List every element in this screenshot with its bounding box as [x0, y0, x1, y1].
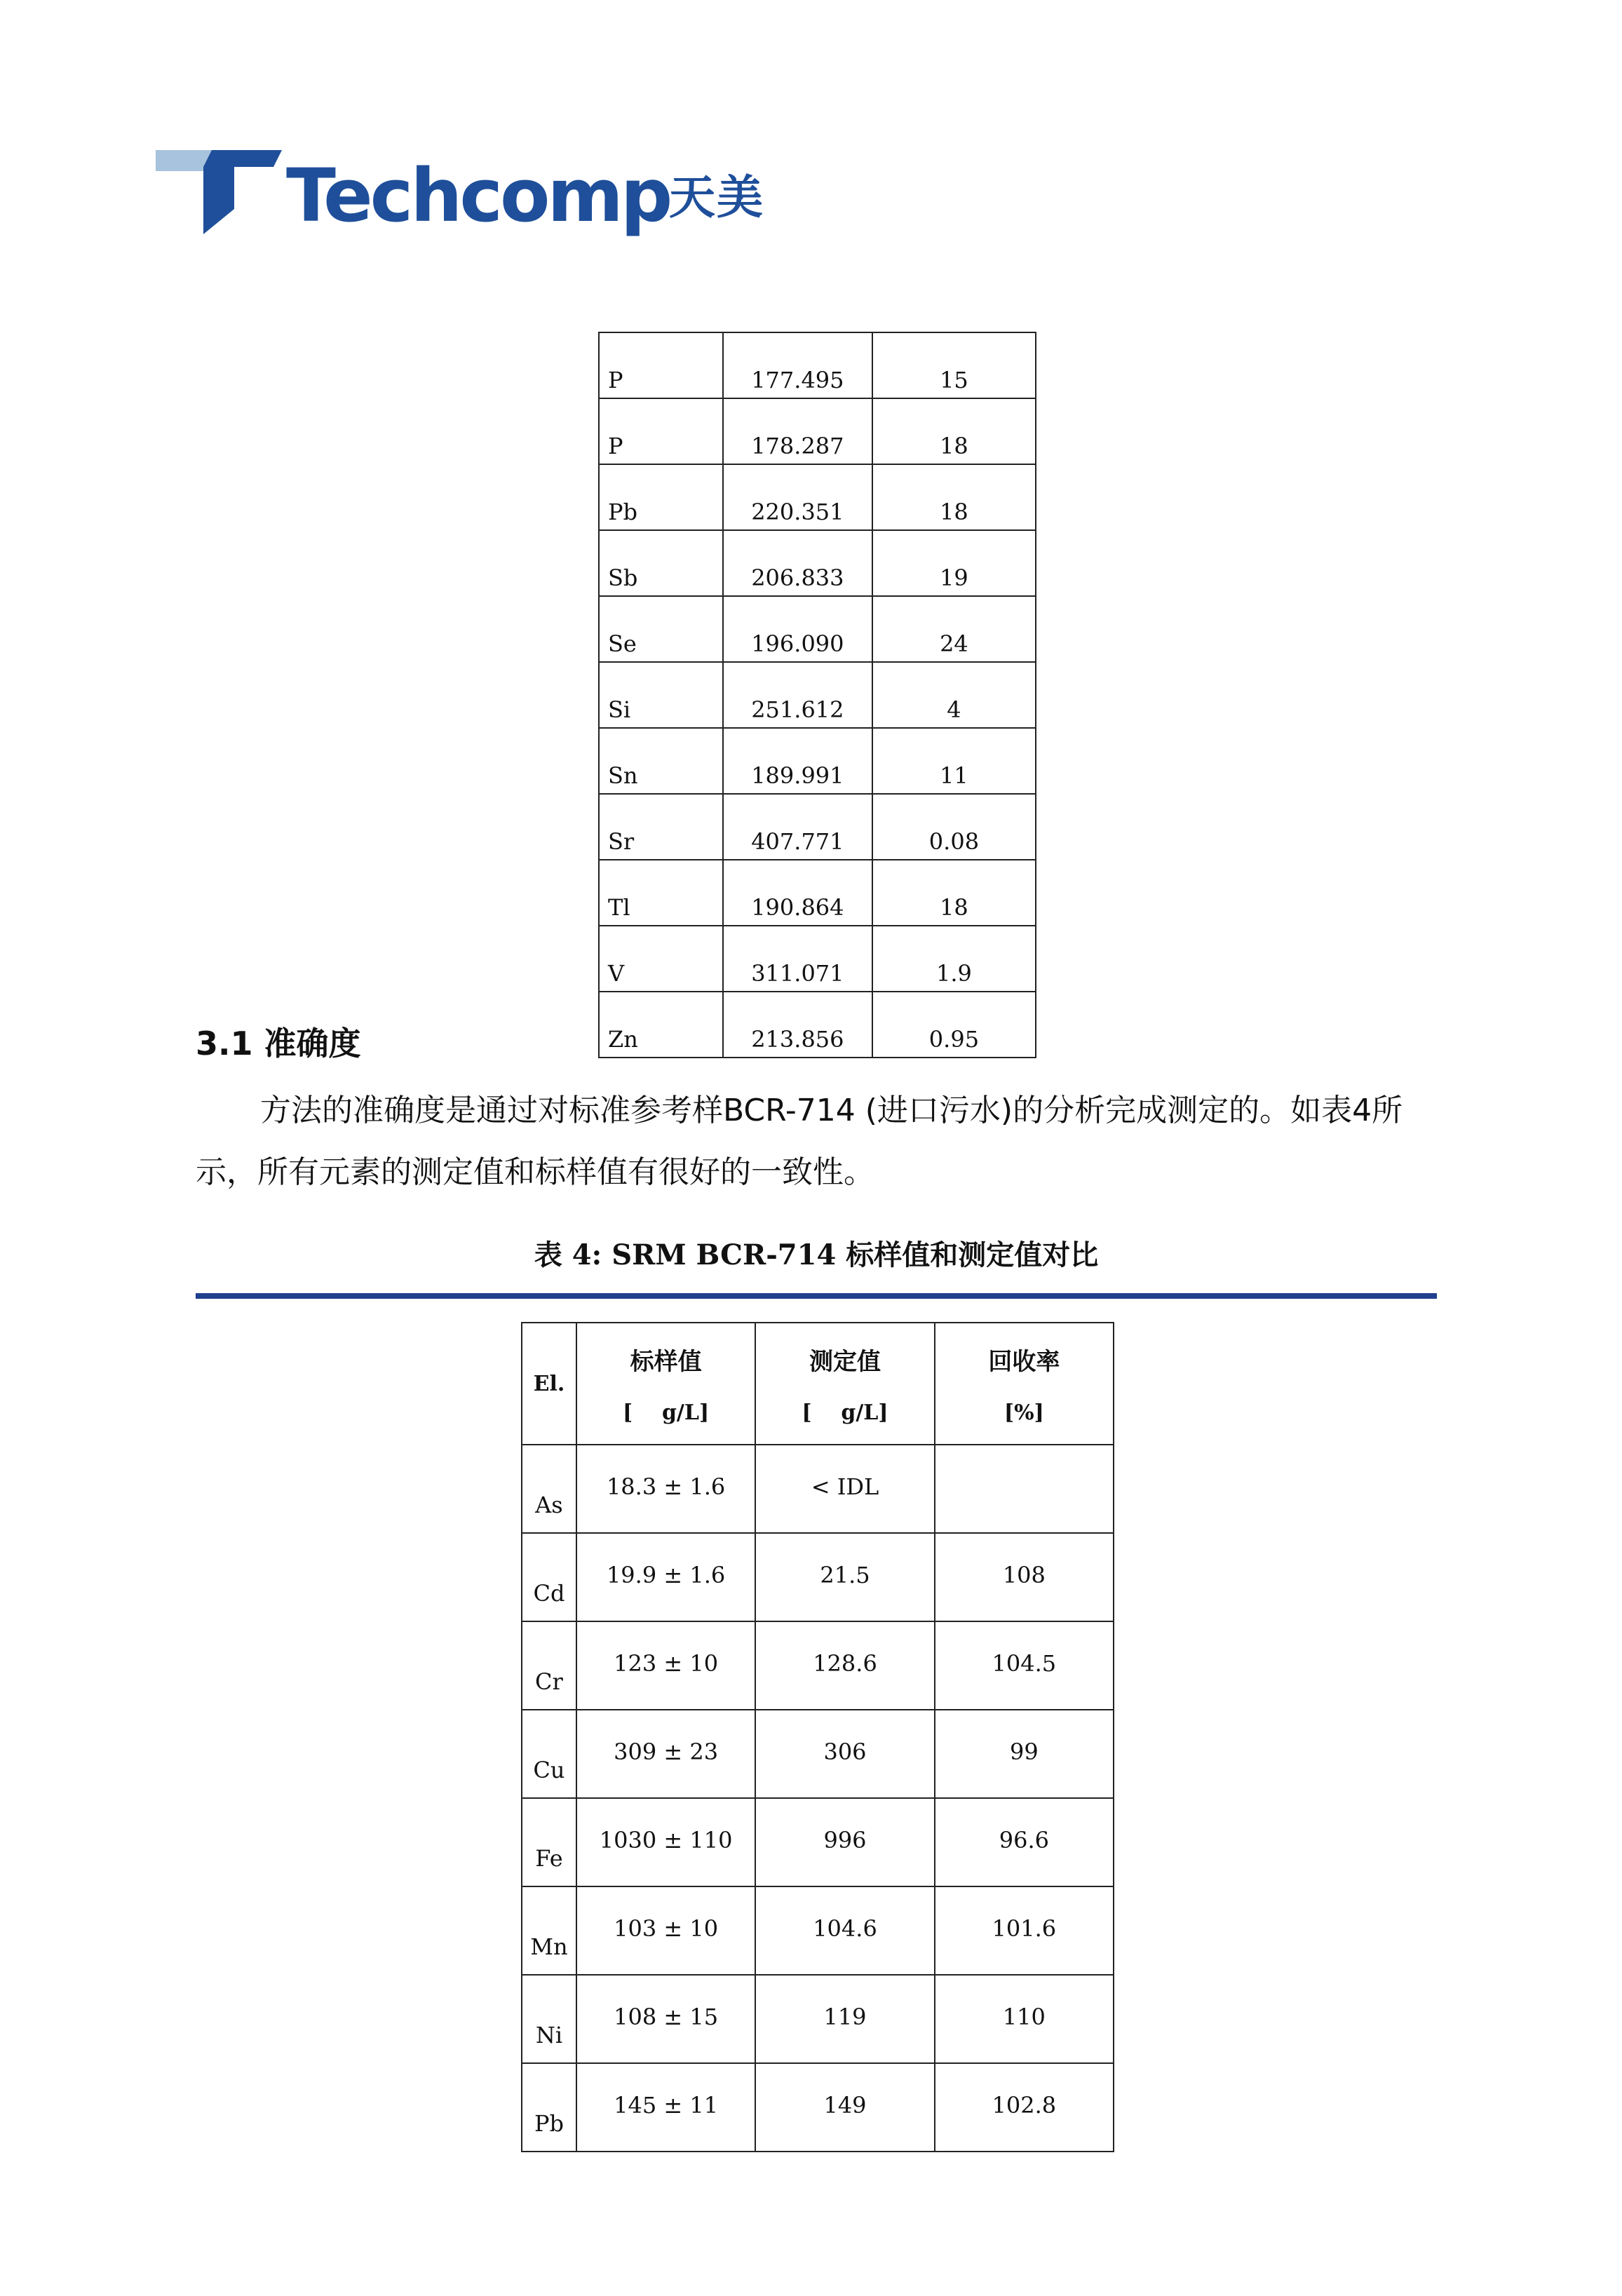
- cell-detection-limit: 4: [872, 662, 1036, 728]
- cell-wavelength: 311.071: [723, 926, 872, 992]
- cell-element: As: [522, 1445, 576, 1533]
- table-row: [599, 728, 1036, 794]
- logo-wordmark: Techcomp: [286, 153, 670, 238]
- cell-detection-limit: 1.9: [872, 926, 1036, 992]
- cell-detection-limit: 11: [872, 728, 1036, 794]
- cell-element: Zn: [599, 992, 723, 1058]
- table-row: [522, 1621, 1114, 1710]
- section-paragraph: 方法的准确度是通过对标准参考样BCR-714 (进口污水)的分析完成测定的。如表4所示，所有元素的测定值和标样值有很好的一致性。: [196, 1093, 1403, 1190]
- cell-measured: < IDL: [755, 1445, 934, 1533]
- cell-wavelength: 407.771: [723, 794, 872, 860]
- table-row: [522, 1886, 1114, 1975]
- cell-element: Ni: [522, 1975, 576, 2063]
- cell-wavelength: 178.287: [723, 398, 872, 464]
- table-row: [522, 2063, 1114, 2152]
- cell-recovery: [935, 1445, 1114, 1533]
- accuracy-table: [521, 1322, 1114, 2152]
- caption-rule: [196, 1293, 1437, 1299]
- header-certified: [576, 1323, 755, 1445]
- cell-measured: 306: [755, 1710, 934, 1798]
- cell-certified: 123 ± 10: [576, 1621, 755, 1710]
- cell-detection-limit: 15: [872, 332, 1036, 398]
- cell-detection-limit: 18: [872, 860, 1036, 926]
- table-row: [599, 662, 1036, 728]
- cell-certified: 108 ± 15: [576, 1975, 755, 2063]
- cell-detection-limit: 24: [872, 596, 1036, 662]
- cell-recovery: 101.6: [935, 1886, 1114, 1975]
- cell-measured: 996: [755, 1798, 934, 1886]
- table-row: [599, 860, 1036, 926]
- cell-wavelength: 196.090: [723, 596, 872, 662]
- cell-detection-limit: 0.95: [872, 992, 1036, 1058]
- cell-element: Sn: [599, 728, 723, 794]
- cell-element: P: [599, 398, 723, 464]
- table-row: [599, 926, 1036, 992]
- cell-certified: 18.3 ± 1.6: [576, 1445, 755, 1533]
- cell-wavelength: 177.495: [723, 332, 872, 398]
- cell-measured: 21.5: [755, 1533, 934, 1621]
- header-recovery: [935, 1323, 1114, 1445]
- cell-measured: 149: [755, 2063, 934, 2152]
- cell-element: Cu: [522, 1710, 576, 1798]
- logo-chinese: 天美: [669, 170, 764, 224]
- cell-certified: 103 ± 10: [576, 1886, 755, 1975]
- cell-detection-limit: 0.08: [872, 794, 1036, 860]
- cell-detection-limit: 19: [872, 530, 1036, 596]
- header-certified-unit: [ g/L]: [622, 1400, 710, 1425]
- cell-wavelength: 220.351: [723, 464, 872, 530]
- table-row: [599, 530, 1036, 596]
- cell-wavelength: 213.856: [723, 992, 872, 1058]
- techcomp-logo: [156, 150, 787, 241]
- table-row: [599, 398, 1036, 464]
- cell-element: Mn: [522, 1886, 576, 1975]
- header-measured-unit: [ g/L]: [802, 1400, 888, 1425]
- cell-element: V: [599, 926, 723, 992]
- cell-element: Sr: [599, 794, 723, 860]
- cell-wavelength: 190.864: [723, 860, 872, 926]
- cell-element: Cr: [522, 1621, 576, 1710]
- table-row: [599, 992, 1036, 1058]
- table-row: [522, 1798, 1114, 1886]
- table-row: [599, 596, 1036, 662]
- cell-recovery: 102.8: [935, 2063, 1114, 2152]
- header-measured-label: 测定值: [809, 1348, 881, 1376]
- table-row: [522, 1975, 1114, 2063]
- cell-measured: 104.6: [755, 1886, 934, 1975]
- table-row: [522, 1710, 1114, 1798]
- cell-element: P: [599, 332, 723, 398]
- cell-measured: 119: [755, 1975, 934, 2063]
- cell-element: Tl: [599, 860, 723, 926]
- header-certified-label: 标样值: [630, 1348, 702, 1376]
- cell-wavelength: 189.991: [723, 728, 872, 794]
- table-row: [599, 332, 1036, 398]
- table-row: [522, 1445, 1114, 1533]
- cell-certified: 309 ± 23: [576, 1710, 755, 1798]
- header-measured: [755, 1323, 934, 1445]
- cell-wavelength: 206.833: [723, 530, 872, 596]
- header-element: El.: [522, 1323, 576, 1445]
- table4-caption: 表 4: SRM BCR-714 标样值和测定值对比: [534, 1238, 1099, 1271]
- cell-certified: 19.9 ± 1.6: [576, 1533, 755, 1621]
- table-row: [522, 1533, 1114, 1621]
- cell-certified: 1030 ± 110: [576, 1798, 755, 1886]
- cell-element: Sb: [599, 530, 723, 596]
- cell-element: Fe: [522, 1798, 576, 1886]
- cell-element: Si: [599, 662, 723, 728]
- table-row: [599, 794, 1036, 860]
- cell-element: Pb: [522, 2063, 576, 2152]
- cell-certified: 145 ± 11: [576, 2063, 755, 2152]
- cell-recovery: 104.5: [935, 1621, 1114, 1710]
- cell-element: Cd: [522, 1533, 576, 1621]
- header-recovery-unit: [%]: [1003, 1400, 1044, 1425]
- header-recovery-label: 回收率: [988, 1348, 1060, 1376]
- cell-wavelength: 251.612: [723, 662, 872, 728]
- cell-element: Pb: [599, 464, 723, 530]
- section-heading: 3.1 准确度: [196, 1025, 361, 1062]
- cell-recovery: 99: [935, 1710, 1114, 1798]
- table-row: [599, 464, 1036, 530]
- detection-limit-table: [598, 332, 1036, 1058]
- table-header-row: [522, 1323, 1114, 1445]
- cell-detection-limit: 18: [872, 398, 1036, 464]
- logo-mark-icon: [156, 150, 289, 241]
- cell-measured: 128.6: [755, 1621, 934, 1710]
- cell-recovery: 108: [935, 1533, 1114, 1621]
- cell-element: Se: [599, 596, 723, 662]
- cell-detection-limit: 18: [872, 464, 1036, 530]
- cell-recovery: 96.6: [935, 1798, 1114, 1886]
- cell-recovery: 110: [935, 1975, 1114, 2063]
